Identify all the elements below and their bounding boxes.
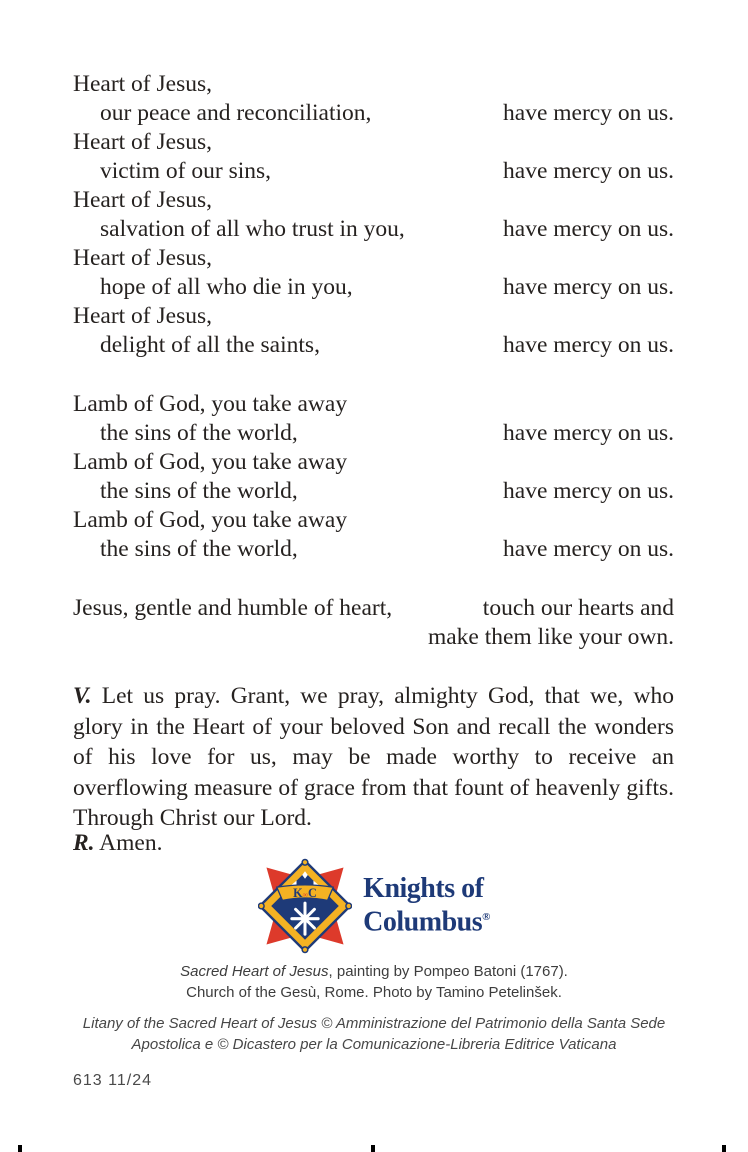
litany-response: have mercy on us. <box>503 478 674 504</box>
litany-response: have mercy on us. <box>503 100 674 126</box>
litany-petition: the sins of the world, <box>100 420 298 446</box>
litany-response: have mercy on us. <box>503 332 674 358</box>
photo-credit-line2: Church of the Gesù, Rome. Photo by Tamino Petelinšek. <box>186 984 562 1001</box>
litany-petition: hope of all who die in you, <box>100 274 353 300</box>
litany-row <box>73 99 674 128</box>
litany-petition: victim of our sins, <box>100 158 272 184</box>
photo-credit-caption <box>0 961 748 1003</box>
litany-row <box>73 331 674 360</box>
litany-lamb-section <box>73 390 674 564</box>
jesus-response-line2: make them like your own. <box>427 624 674 650</box>
litany-row <box>73 157 674 186</box>
copyright-caption <box>0 1013 748 1055</box>
closing-prayer-paragraph <box>73 681 674 834</box>
litany-petition: the sins of the world, <box>100 478 298 504</box>
litany-petition: our peace and reconciliation, <box>100 100 372 126</box>
litany-row <box>73 215 674 244</box>
amen-response <box>73 829 674 858</box>
litany-call: Heart of Jesus, <box>73 245 213 271</box>
litany-call: Lamb of God, you take away <box>73 507 348 533</box>
copyright-line1: Litany of the Sacred Heart of Jesus © Amministrazione del Patrimonio della Santa Sede <box>82 1015 666 1032</box>
copyright-line2: Apostolica e © Dicastero per la Comunicazione-Libreria Editrice Vaticana <box>131 1036 617 1053</box>
litany-call: Heart of Jesus, <box>73 71 213 97</box>
crop-mark <box>18 1145 22 1152</box>
jesus-invocation-section <box>73 594 674 652</box>
versicle-symbol: V. <box>73 683 92 709</box>
litany-petition: the sins of the world, <box>100 536 298 562</box>
litany-heart-section <box>73 70 674 360</box>
litany-response: have mercy on us. <box>503 536 674 562</box>
kofc-wordmark <box>363 875 490 936</box>
response-symbol: R. <box>73 830 95 856</box>
litany-petition: salvation of all who trust in you, <box>100 216 405 242</box>
litany-row <box>73 535 674 564</box>
litany-call: Heart of Jesus, <box>73 303 213 329</box>
kofc-emblem-icon <box>258 858 352 954</box>
litany-call: Heart of Jesus, <box>73 129 213 155</box>
knights-of-columbus-logo <box>0 858 748 954</box>
wordmark-line1: Knights of <box>363 873 484 904</box>
litany-call: Lamb of God, you take away <box>73 449 348 475</box>
crop-mark <box>371 1145 375 1152</box>
amen-text: Amen. <box>99 830 163 856</box>
litany-response: have mercy on us. <box>503 216 674 242</box>
litany-petition: delight of all the saints, <box>100 332 320 358</box>
jesus-invocation-call: Jesus, gentle and humble of heart, <box>73 595 393 621</box>
painting-credit: , painting by Pompeo Batoni (1767). <box>328 963 568 980</box>
item-code: 613 11/24 <box>73 1072 152 1089</box>
litany-row <box>73 419 674 448</box>
jesus-invocation-response <box>428 594 674 652</box>
litany-response: have mercy on us. <box>503 420 674 446</box>
wordmark-line2: Columbus <box>363 906 483 938</box>
closing-prayer-text: Let us pray. Grant, we pray, almighty God, that we, who glory in the Heart of your beloved Son and recall the wonders of his love for us, may be made worthy to receive an overflowing measure of grace from that fount of heavenly gifts. Through Christ our Lord. <box>73 683 674 831</box>
jesus-response-line1: touch our hearts and <box>482 595 674 621</box>
litany-row <box>73 594 674 652</box>
crop-mark <box>722 1145 726 1152</box>
litany-call: Lamb of God, you take away <box>73 391 348 417</box>
painting-title: Sacred Heart of Jesus <box>180 963 329 980</box>
litany-call: Heart of Jesus, <box>73 187 213 213</box>
litany-row <box>73 273 674 302</box>
litany-row <box>73 477 674 506</box>
litany-response: have mercy on us. <box>503 274 674 300</box>
emblem-monogram: K∞C <box>293 886 318 901</box>
litany-response: have mercy on us. <box>503 158 674 184</box>
registered-trademark-symbol: ® <box>482 911 490 923</box>
